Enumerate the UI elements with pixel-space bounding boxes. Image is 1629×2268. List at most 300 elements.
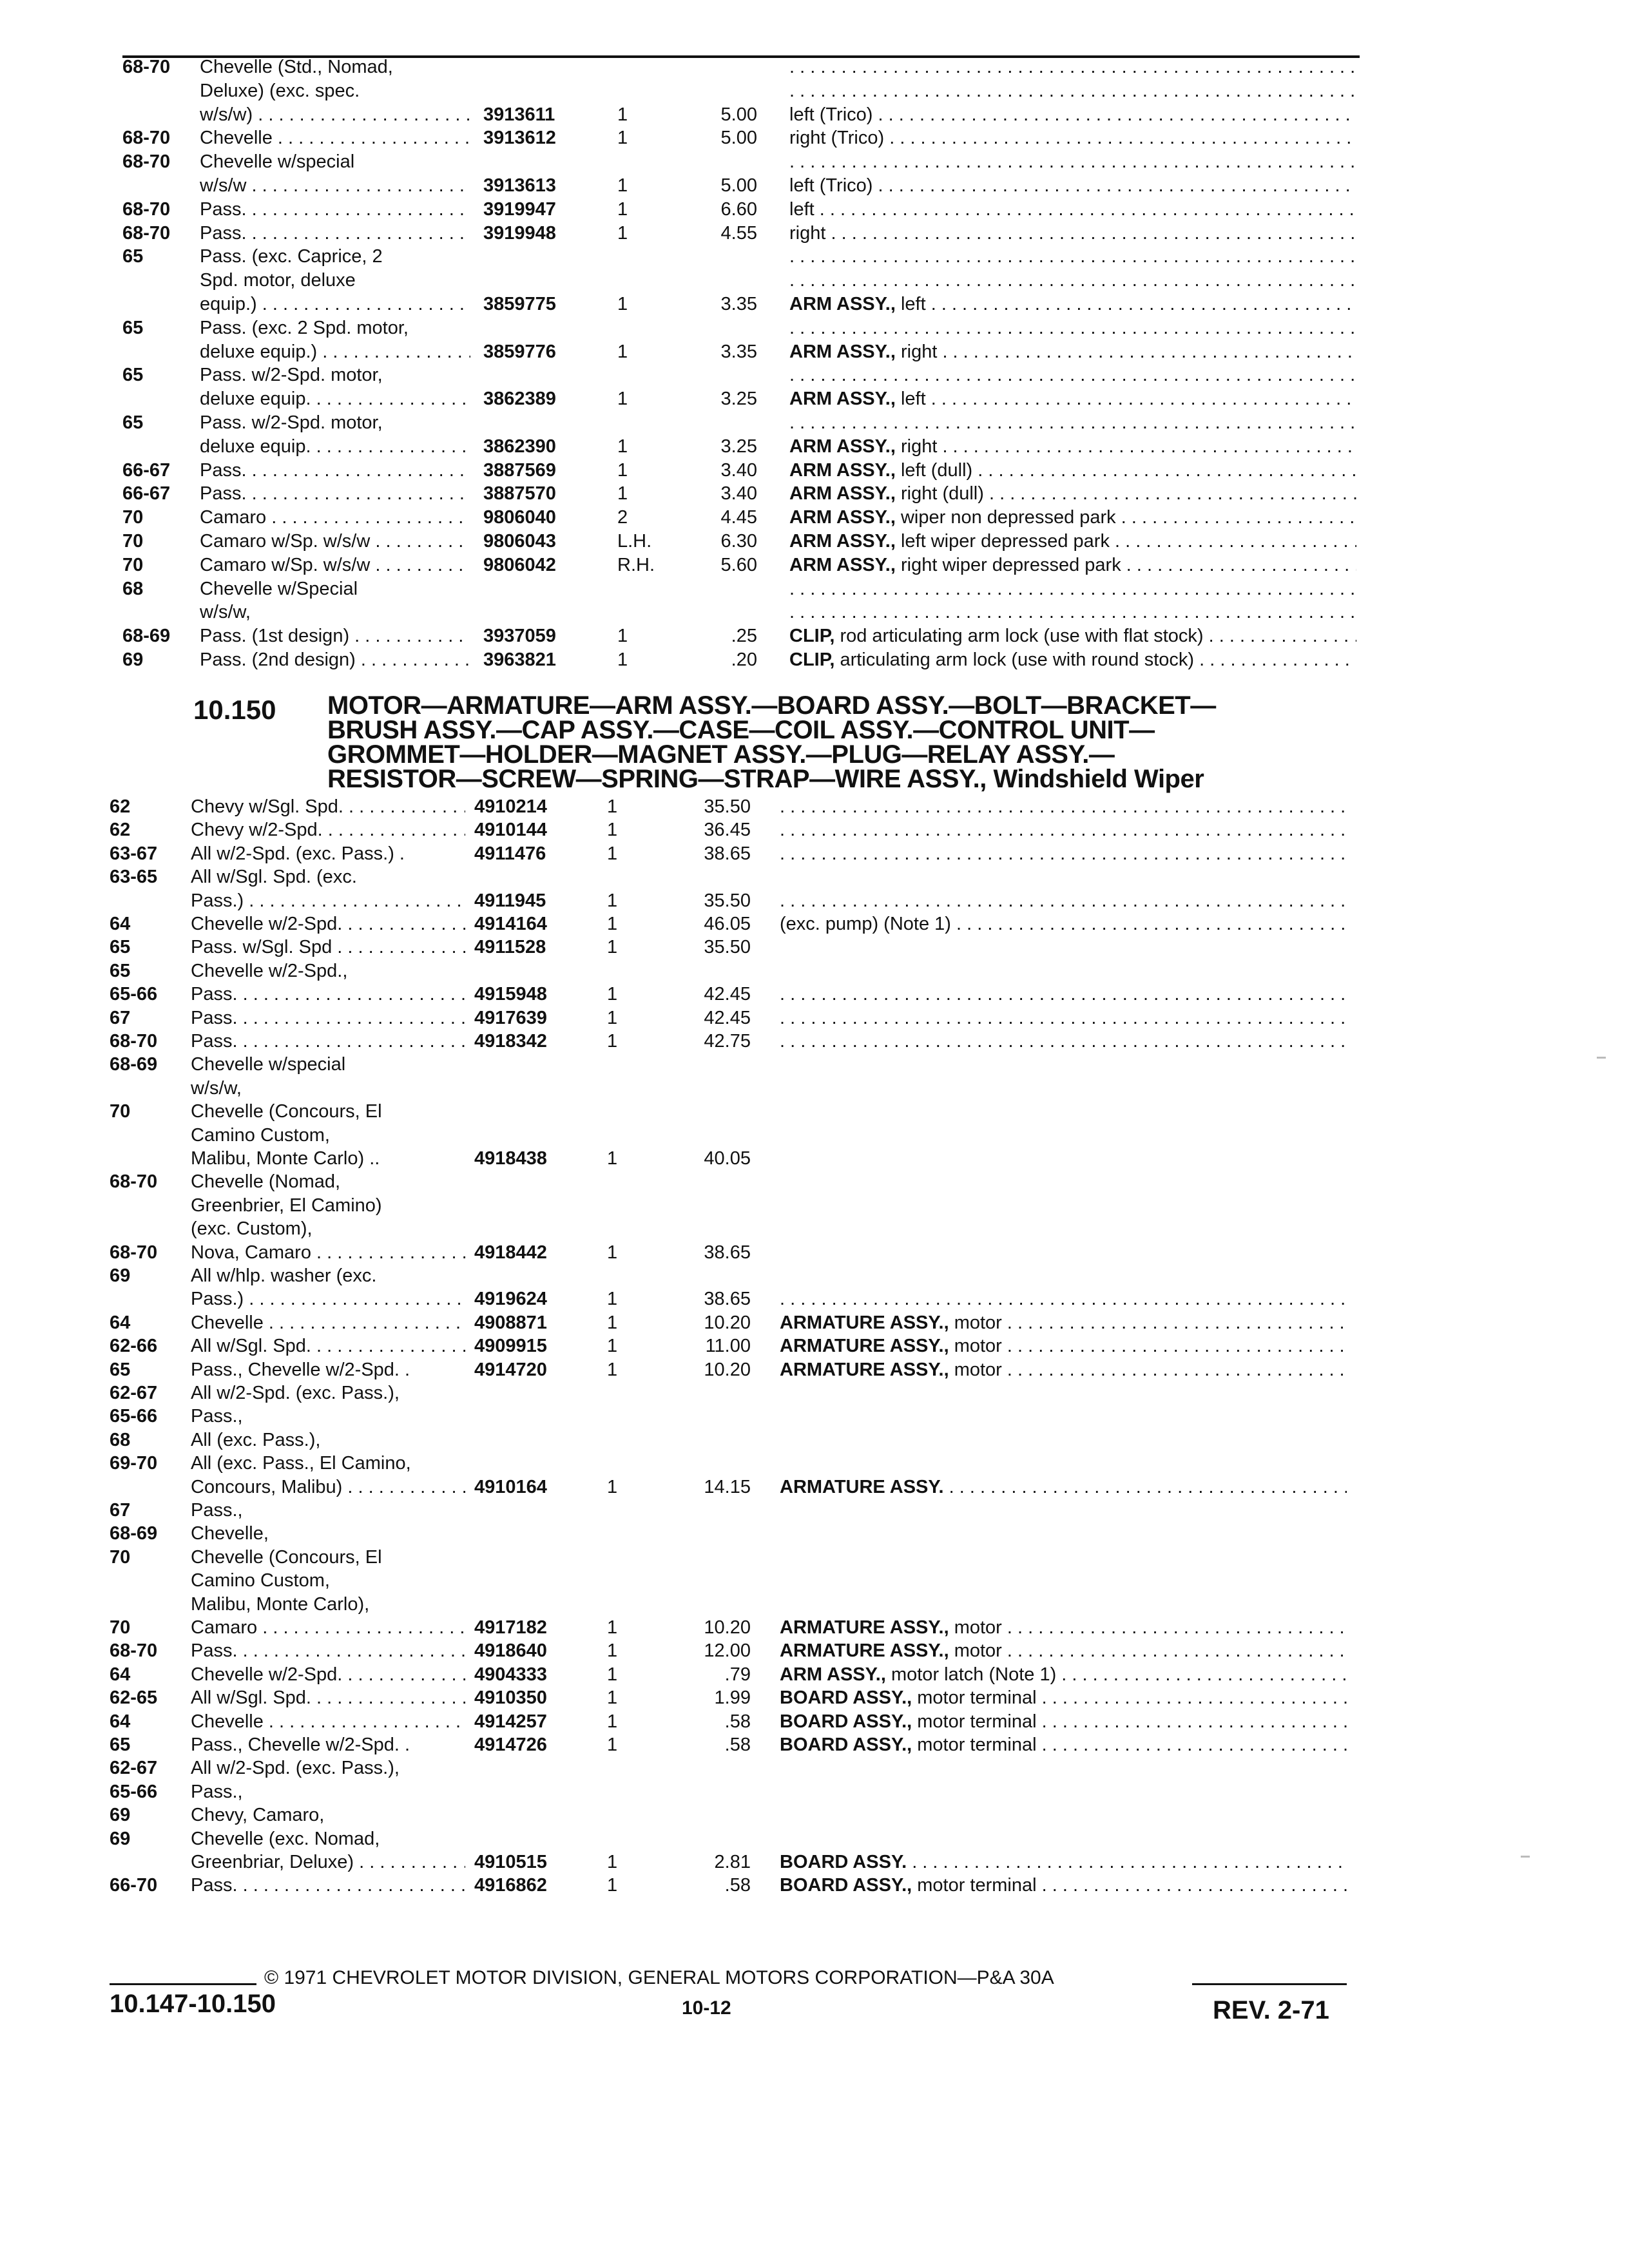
model-year: 65-66: [110, 984, 158, 1005]
model-year: 70: [122, 531, 144, 552]
model-year: 68: [110, 1429, 131, 1450]
footer-rule-right: [1192, 1983, 1347, 1985]
parts-row: [0, 911, 1629, 937]
quantity: L.H.: [617, 531, 652, 552]
list-price: 6.60: [720, 198, 757, 220]
model-description: equip.) . . .: [200, 291, 470, 317]
parts-row: [0, 1662, 1629, 1687]
model-year: 63-65: [110, 867, 158, 888]
model-description: All w/Sgl. Spd. (exc.: [191, 867, 357, 888]
model-description: Pass. w/Sgl. Spd . . .: [191, 934, 465, 960]
part-number: 4917182: [474, 1617, 547, 1638]
part-number: 4909915: [474, 1336, 547, 1357]
parts-row: [0, 434, 1629, 459]
part-number: 3919947: [483, 198, 556, 220]
model-description: Spd. motor, deluxe: [200, 270, 356, 291]
model-description: All w/2-Spd. (exc. Pass.) .: [191, 843, 405, 864]
model-description: Pass. (1st design) . . .: [200, 623, 470, 649]
part-description-name: ARM ASSY.,: [789, 531, 896, 552]
parts-row: [0, 576, 1629, 602]
parts-row: [0, 481, 1629, 506]
part-number: 4908871: [474, 1312, 547, 1333]
parts-row: [0, 1028, 1629, 1054]
part-number: 4911476: [474, 843, 546, 864]
model-year: 66-67: [122, 483, 171, 505]
part-description-name: ARM ASSY.,: [789, 507, 896, 528]
part-number: 3862390: [483, 436, 556, 457]
list-price: 12.00: [704, 1640, 751, 1662]
part-description-name: ARM ASSY.,: [789, 436, 896, 457]
part-number: 9806043: [483, 531, 556, 552]
quantity: 1: [607, 1148, 618, 1169]
parts-row: [0, 794, 1629, 820]
part-description-detail: right: [900, 436, 938, 457]
part-description-detail: motor: [954, 1312, 1002, 1333]
list-price: .79: [724, 1664, 751, 1685]
model-year: 62-66: [110, 1336, 158, 1357]
model-year: 66-67: [122, 459, 171, 481]
part-description: [780, 1732, 1347, 1758]
parts-row: [0, 958, 1629, 984]
model-year: 65: [122, 246, 144, 267]
list-price: 3.25: [720, 389, 757, 410]
quantity: 1: [617, 128, 628, 149]
parts-row: [0, 1240, 1629, 1265]
part-description: [780, 1662, 1347, 1687]
section-title-line: GROMMET—HOLDER—MAGNET ASSY.—PLUG—RELAY ASSY.—: [327, 740, 1115, 769]
list-price: 3.35: [720, 294, 757, 314]
parts-row: [0, 1357, 1629, 1383]
part-description: [780, 1615, 1347, 1640]
parts-row: [0, 197, 1629, 222]
model-year: 62-67: [110, 1758, 158, 1779]
parts-row: [0, 888, 1629, 914]
parts-row: [0, 1591, 1629, 1617]
parts-row: [0, 457, 1629, 483]
model-year: 70: [110, 1617, 131, 1638]
list-price: 46.05: [704, 914, 751, 934]
part-description: [789, 78, 1356, 104]
model-description: Pass.) . . .: [191, 888, 465, 914]
part-description: [789, 576, 1356, 602]
part-description-name: BOARD ASSY.: [780, 1852, 907, 1872]
quantity: 1: [607, 1359, 618, 1380]
parts-row: [0, 291, 1629, 317]
section-title-line: MOTOR—ARMATURE—ARM ASSY.—BOARD ASSY.—BOLT—BRACKET—: [327, 691, 1216, 720]
model-year: 67: [110, 1500, 131, 1521]
list-price: .58: [724, 1875, 751, 1896]
part-description: [780, 981, 1347, 1007]
part-description: [780, 1474, 1347, 1500]
model-description: Pass., Chevelle w/2-Spd. .: [191, 1359, 410, 1380]
part-number: 4910144: [474, 820, 547, 841]
part-description-detail: motor terminal: [917, 1687, 1037, 1709]
parts-row: [0, 125, 1629, 151]
part-number: 3913612: [483, 128, 556, 149]
parts-row: [0, 1872, 1629, 1898]
model-description: Pass. . . .: [200, 220, 470, 246]
parts-row: [0, 1568, 1629, 1593]
parts-row: [0, 864, 1629, 890]
part-description: [789, 173, 1356, 198]
model-year: 68-69: [110, 1523, 158, 1544]
part-number: 4910214: [474, 796, 547, 817]
part-description-detail: motor terminal: [917, 1711, 1037, 1732]
parts-row: [0, 1169, 1629, 1195]
quantity: 1: [607, 1336, 618, 1357]
parts-row: [0, 1193, 1629, 1218]
part-description: [780, 1310, 1347, 1336]
part-description-detail: wiper non depressed park: [900, 507, 1116, 528]
model-year: 68-70: [110, 1031, 158, 1052]
page-footer: [0, 1933, 1629, 2062]
parts-row: [0, 1450, 1629, 1476]
part-description-detail: motor terminal: [917, 1875, 1037, 1896]
parts-row: [0, 1755, 1629, 1781]
part-number: 4910164: [474, 1476, 547, 1497]
parts-row: [0, 841, 1629, 867]
model-description: Malibu, Monte Carlo) ..: [191, 1148, 380, 1169]
model-description: Pass. (exc. 2 Spd. motor,: [200, 317, 409, 338]
part-description-name: ARM ASSY.,: [789, 554, 896, 575]
scan-speck: [1597, 1057, 1606, 1059]
model-description: Malibu, Monte Carlo),: [191, 1593, 370, 1615]
model-year: 70: [110, 1546, 131, 1568]
quantity: 1: [617, 294, 628, 314]
part-description-name: ARMATURE ASSY.,: [780, 1336, 949, 1357]
model-description: Chevelle . . .: [200, 125, 470, 151]
part-description: [780, 794, 1347, 820]
parts-row: [0, 220, 1629, 246]
quantity: 1: [607, 820, 618, 841]
model-year: 69: [110, 1805, 131, 1826]
parts-row: [0, 1826, 1629, 1852]
list-price: .58: [724, 1711, 751, 1732]
model-description: Pass. (exc. Caprice, 2: [200, 246, 383, 267]
quantity: 1: [607, 1617, 618, 1638]
part-description: [789, 434, 1356, 459]
part-description: [780, 817, 1347, 843]
quantity: 2: [617, 507, 628, 528]
parts-row: [0, 362, 1629, 388]
parts-row: [0, 1849, 1629, 1875]
model-description: Chevy w/2-Spd. . . .: [191, 817, 465, 843]
model-year: 70: [122, 507, 144, 528]
part-description: [780, 841, 1347, 867]
quantity: 1: [607, 1711, 618, 1732]
model-description: w/s/w,: [191, 1077, 242, 1099]
section-number: 10.150: [193, 695, 276, 725]
list-price: 3.40: [720, 483, 757, 505]
parts-row: [0, 1521, 1629, 1546]
part-description-detail: articulating arm lock (use with round stock): [840, 649, 1195, 670]
part-number: 4918438: [474, 1148, 547, 1169]
model-description: Pass. . . .: [200, 481, 470, 506]
part-description-name: ARM ASSY.,: [789, 389, 896, 410]
model-description: Greenbrier, El Camino): [191, 1195, 382, 1216]
model-description: Chevelle w/special: [191, 1054, 346, 1075]
model-year: 65: [110, 937, 131, 958]
model-description: Pass. . . .: [191, 1638, 465, 1664]
list-price: 35.50: [704, 937, 751, 958]
part-description-name: ARMATURE ASSY.,: [780, 1640, 949, 1662]
model-description: Camino Custom,: [191, 1124, 330, 1146]
part-description-name: CLIP,: [789, 626, 835, 647]
part-description-detail: left (Trico): [789, 175, 873, 196]
part-description: [789, 410, 1356, 436]
list-price: 38.65: [704, 1242, 751, 1263]
parts-row: [0, 1802, 1629, 1828]
parts-row: [0, 339, 1629, 365]
model-description: Pass. . . .: [200, 197, 470, 222]
part-number: 4918442: [474, 1242, 547, 1263]
part-description: [789, 528, 1356, 554]
model-year: 69: [110, 1265, 131, 1286]
model-description: Camaro . . .: [200, 505, 470, 530]
part-description-detail: right wiper depressed park: [900, 554, 1121, 575]
model-year: 68-69: [110, 1054, 158, 1075]
parts-row: [0, 1709, 1629, 1735]
parts-row: [0, 1005, 1629, 1031]
model-year: 64: [110, 1312, 131, 1333]
parts-row: [0, 1310, 1629, 1336]
model-description: Chevy w/Sgl. Spd. . . .: [191, 794, 465, 820]
part-description: [789, 220, 1356, 246]
list-price: 42.75: [704, 1031, 751, 1052]
quantity: 1: [617, 626, 628, 647]
copyright-line: © 1971 CHEVROLET MOTOR DIVISION, GENERAL MOTORS CORPORATION—P&A 30A: [264, 1967, 1054, 1988]
model-description: Deluxe) (exc. spec.: [200, 80, 360, 101]
part-description: [789, 291, 1356, 317]
part-number: 4911528: [474, 937, 546, 958]
section-range: 10.147-10.150: [110, 1990, 276, 2018]
model-description: Camino Custom,: [191, 1570, 330, 1591]
list-price: 4.55: [720, 222, 757, 244]
list-price: 35.50: [704, 796, 751, 817]
part-description-detail: left: [900, 294, 926, 314]
part-description-detail: right: [789, 222, 826, 244]
quantity: 1: [617, 436, 628, 457]
quantity: 1: [617, 341, 628, 362]
quantity: 1: [617, 198, 628, 220]
part-number: 4918640: [474, 1640, 547, 1662]
part-number: 3887570: [483, 483, 556, 505]
model-year: 68-69: [122, 626, 171, 647]
quantity: 1: [607, 1875, 618, 1896]
model-description: w/s/w,: [200, 602, 251, 623]
parts-row: [0, 1099, 1629, 1124]
part-description-detail: left wiper depressed park: [900, 531, 1110, 552]
quantity: 1: [617, 104, 628, 125]
part-description-detail: right (dull): [900, 483, 984, 505]
model-description: Pass. . . .: [191, 981, 465, 1007]
parts-row: [0, 1263, 1629, 1289]
part-description-name: ARMATURE ASSY.,: [780, 1359, 949, 1380]
part-number: 4910350: [474, 1687, 547, 1709]
part-description: [780, 1357, 1347, 1383]
part-description: [780, 1849, 1347, 1875]
quantity: 1: [617, 649, 628, 670]
part-description-name: ARM ASSY.,: [789, 483, 896, 505]
parts-row: [0, 1216, 1629, 1242]
model-description: Chevelle (Nomad,: [191, 1171, 341, 1193]
model-description: deluxe equip.) . . .: [200, 339, 470, 365]
model-description: All w/hlp. washer (exc.: [191, 1265, 377, 1286]
parts-row: [0, 1052, 1629, 1077]
part-description-detail: motor: [954, 1359, 1002, 1380]
part-description: [789, 362, 1356, 388]
list-price: 3.25: [720, 436, 757, 457]
model-description: Pass. w/2-Spd. motor,: [200, 365, 383, 386]
quantity: 1: [607, 796, 618, 817]
model-description: Pass. . . .: [191, 1872, 465, 1898]
model-year: 62-67: [110, 1383, 158, 1403]
part-number: 4916862: [474, 1875, 547, 1896]
parts-row: [0, 1122, 1629, 1148]
model-year: 65: [110, 1735, 131, 1755]
list-price: .58: [724, 1735, 751, 1755]
list-price: .25: [731, 626, 757, 647]
part-description: [789, 315, 1356, 341]
part-description: [780, 1709, 1347, 1735]
part-description: [780, 1286, 1347, 1312]
list-price: 36.45: [704, 820, 751, 841]
part-description: [789, 552, 1356, 578]
quantity: 1: [617, 222, 628, 244]
part-description-name: BOARD ASSY.,: [780, 1687, 912, 1709]
quantity: 1: [607, 890, 618, 911]
part-description: [789, 267, 1356, 293]
parts-row: [0, 623, 1629, 649]
part-description: [789, 102, 1356, 128]
model-description: Pass.,: [191, 1781, 243, 1802]
part-description-detail: motor latch (Note 1): [891, 1664, 1057, 1685]
list-price: 1.99: [714, 1687, 751, 1709]
part-description-detail: right: [900, 341, 938, 362]
part-description-detail: (exc. pump) (Note 1): [780, 914, 951, 934]
model-year: 63-67: [110, 843, 158, 864]
parts-row: [0, 1497, 1629, 1523]
model-description: All w/2-Spd. (exc. Pass.),: [191, 1758, 400, 1779]
scan-speck: [1521, 1856, 1530, 1858]
model-year: 68-70: [122, 151, 171, 173]
part-description: [789, 505, 1356, 530]
model-description: Chevelle w/Special: [200, 578, 358, 599]
part-description-detail: motor: [954, 1617, 1002, 1638]
parts-row: [0, 1380, 1629, 1406]
part-description: [780, 1685, 1347, 1711]
model-year: 62: [110, 796, 131, 817]
model-description: Nova, Camaro . . .: [191, 1240, 465, 1265]
part-description-detail: rod articulating arm lock (use with flat stock): [840, 626, 1204, 647]
parts-row: [0, 244, 1629, 269]
parts-row: [0, 1544, 1629, 1570]
model-description: Chevy, Camaro,: [191, 1805, 325, 1826]
parts-row: [0, 1333, 1629, 1359]
quantity: 1: [617, 175, 628, 196]
list-price: 10.20: [704, 1359, 751, 1380]
part-description-name: ARM ASSY.,: [789, 341, 896, 362]
model-description: Camaro w/Sp. w/s/w . . .: [200, 552, 470, 578]
model-year: 62-65: [110, 1687, 158, 1709]
quantity: 1: [607, 1289, 618, 1310]
model-year: 70: [122, 554, 144, 575]
part-description: [780, 1872, 1347, 1898]
model-description: Pass.,: [191, 1500, 243, 1521]
model-description: Chevelle w/2-Spd.,: [191, 960, 348, 981]
model-description: All w/Sgl. Spd. . . .: [191, 1333, 465, 1359]
model-year: 68-70: [122, 128, 171, 149]
parts-row: [0, 528, 1629, 554]
model-description: Chevelle (exc. Nomad,: [191, 1828, 380, 1849]
parts-row: [0, 1474, 1629, 1500]
part-description-detail: left (dull): [900, 459, 973, 481]
list-price: 38.65: [704, 843, 751, 864]
part-number: 4911945: [474, 890, 546, 911]
list-price: 11.00: [705, 1336, 751, 1357]
part-description-detail: motor terminal: [917, 1735, 1037, 1755]
list-price: 35.50: [704, 890, 751, 911]
part-number: 3913611: [483, 104, 555, 125]
list-price: 14.15: [704, 1476, 751, 1497]
model-description: Pass.,: [191, 1406, 243, 1427]
model-year: 68-70: [110, 1242, 158, 1263]
model-description: All (exc. Pass., El Camino,: [191, 1453, 411, 1474]
model-description: Chevelle (Concours, El: [191, 1546, 382, 1568]
part-description: [789, 339, 1356, 365]
model-year: 62: [110, 820, 131, 841]
parts-row: [0, 647, 1629, 673]
part-description: [789, 197, 1356, 222]
part-number: 4914720: [474, 1359, 547, 1380]
model-description: w/s/w) . . .: [200, 102, 470, 128]
part-number: 3887569: [483, 459, 556, 481]
quantity: 1: [607, 1735, 618, 1755]
part-description-detail: left: [789, 198, 815, 220]
part-description-detail: left: [900, 389, 926, 410]
parts-row: [0, 149, 1629, 175]
model-year: 68-70: [122, 222, 171, 244]
parts-row: [0, 1146, 1629, 1171]
parts-row: [0, 817, 1629, 843]
model-description: Pass. (2nd design) . . .: [200, 647, 470, 673]
model-year: 65-66: [110, 1406, 158, 1427]
part-number: 4910515: [474, 1852, 547, 1872]
model-year: 64: [110, 1664, 131, 1685]
quantity: 1: [607, 1242, 618, 1263]
part-description: [780, 1333, 1347, 1359]
list-price: 5.00: [720, 128, 757, 149]
model-description: Pass. . . .: [191, 1028, 465, 1054]
quantity: 1: [617, 389, 628, 410]
part-number: 9806042: [483, 554, 556, 575]
model-description: Chevelle,: [191, 1523, 269, 1544]
model-description: Chevelle w/2-Spd. . . .: [191, 911, 465, 937]
model-year: 70: [110, 1101, 131, 1122]
model-year: 68-70: [110, 1640, 158, 1662]
model-year: 64: [110, 1711, 131, 1732]
model-description: Chevelle w/special: [200, 151, 355, 173]
part-number: 4915948: [474, 984, 547, 1005]
part-number: 3919948: [483, 222, 556, 244]
part-description: [789, 244, 1356, 269]
part-number: 3859776: [483, 341, 556, 362]
part-description: [780, 888, 1347, 914]
parts-row: [0, 54, 1629, 80]
parts-row: [0, 981, 1629, 1007]
quantity: 1: [617, 459, 628, 481]
quantity: 1: [607, 1031, 618, 1052]
